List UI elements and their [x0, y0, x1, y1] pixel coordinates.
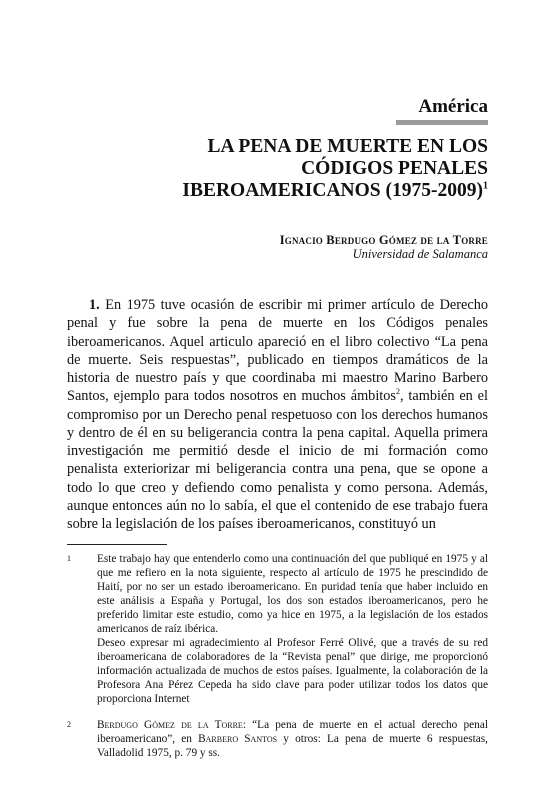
- paragraph-number: 1.: [89, 297, 100, 313]
- paragraph-text-a: En 1975 tuve ocasión de escribir mi primer artículo de Derecho penal y fue sobre la pena de muerte en los Códigos penales iberoamericanos. Aquel articulo apareció en el libro colectivo “La pena de muerte. Seis respuestas”, publicado en tiempos dramáticos de la historia de nuestro país y que coordinaba mi maestro Marino Barbero Santos, ejemplo para todos nosotros en muchos ámbitos: [67, 297, 488, 405]
- footnote-divider: [67, 544, 167, 545]
- footnote-2-text: [97, 718, 488, 760]
- body-paragraph: [67, 296, 488, 533]
- footnote-ref-2[interactable]: 2: [396, 387, 400, 397]
- footnote-2-text-1: : “La pena de muerte en el actual derecho penal iberoamericano”, en: [97, 719, 488, 745]
- title-line-3: IBEROAMERICANOS (1975-2009): [182, 180, 483, 201]
- section-label: América: [396, 96, 488, 125]
- footnote-2-author-2: Barbero Santos: [198, 733, 278, 745]
- author-affiliation: Universidad de Salamanca: [352, 247, 488, 261]
- title-line-2: CÓDIGOS PENALES: [301, 158, 488, 179]
- footnote-1-paragraph-1: Este trabajo hay que entenderlo como una continuación del que publiqué en 1975 y al que me refiero en la nota siguiente, respecto al artículo de 1975 he prescindido de Haití, por no ser un estado iberoamericano. En puridad tenía que haber incluido en este análisis a España y Portugal, los dos son estados iberoamericanos, pero he preferido limitar este estudio, como ya hice en 1975, a la legislación de los estados americanos de raíz ibérica.: [97, 553, 488, 635]
- footnote-2: [67, 718, 488, 760]
- paragraph-text-b: , también en el compromiso por un Derecho penal respetuoso con los derechos humanos y dentro de él en su beligerancia contra la pena capital. Aquella primera investigación me permitió desde el inicio de mi formación como penalista exteriorizar mi beligerancia contra una pena, que se opone a todo lo que creo y defiendo como penalista y como persona. Además, aunque entonces aún no lo sabía, el que el contenido de ese trabajo fuera sobre la legislación de los países iberoamericanos, constituyó un: [67, 388, 488, 532]
- footnote-2-text-2: y otros: La pena de muerte 6 respuestas, Valladolid 1975, p. 79 y ss.: [97, 733, 488, 759]
- article-title: [68, 136, 488, 202]
- footnote-1: [67, 552, 488, 706]
- footnote-1-paragraph-2: Deseo expresar mi agradecimiento al Profesor Ferré Olivé, que a través de su red iberoamericana de colaboradores de la “Revista penal” que dirige, me proporcionó información actualizada de muchos de estos países. Igualmente, la colaboración de la Profesora Ana Pérez Cepeda ha sido clave para poder utilizar todos los datos que proporciona Internet: [97, 637, 488, 705]
- author-name: Ignacio Berdugo Gómez de la Torre: [279, 233, 488, 247]
- title-line-1: LA PENA DE MUERTE EN LOS: [207, 136, 488, 157]
- footnote-2-author-1: Berdugo Gómez de la Torre: [97, 719, 243, 731]
- footnote-1-mark: 1: [67, 554, 71, 563]
- title-footnote-ref[interactable]: 1: [483, 180, 488, 192]
- footnote-2-mark: 2: [67, 720, 71, 729]
